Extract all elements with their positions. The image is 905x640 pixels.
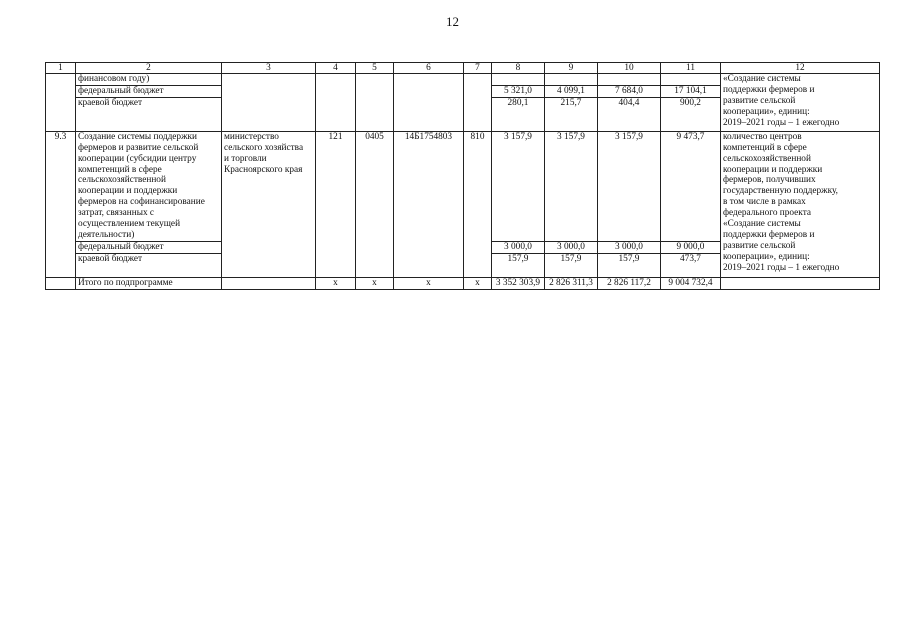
value-cell: 3 000,0 [545,241,598,253]
empty-cell [464,74,492,132]
empty-cell [222,277,316,289]
result-line: поддержки фермеров и [723,229,815,240]
column-header: 4 [316,63,356,74]
value-cell: 157,9 [545,253,598,277]
continued-number-cell [46,74,76,132]
rzpr-code: 0405 [356,131,394,277]
total-value: 3 352 303,9 [492,277,545,289]
item-number: 9.3 [46,131,76,277]
result-line: развитие сельской [723,240,796,251]
value-cell: 215,7 [545,97,598,131]
name-line: кооперации (субсидии центру [78,153,197,164]
result-line: поддержки фермеров и [723,84,815,95]
csr-code: 14Б1754803 [394,131,464,277]
column-header: 1 [46,63,76,74]
value-cell: 9 473,7 [661,131,721,241]
item-name [76,131,222,241]
empty-cell [598,74,661,86]
column-header: 9 [545,63,598,74]
result-line: государственную поддержку, [723,186,838,197]
continued-executor-cell [222,74,316,132]
value-cell: 473,7 [661,253,721,277]
result-line: федерального проекта [723,208,812,219]
value-cell: 157,9 [598,253,661,277]
result-line: кооперации и поддержки [723,164,823,175]
empty-cell [316,74,356,132]
total-value: 2 826 117,2 [598,277,661,289]
empty-cell [545,74,598,86]
name-line: деятельности) [78,229,135,240]
continued-name-row [46,74,880,86]
page-number: 12 [446,14,459,29]
result-line: фермеров, получивших [723,175,816,186]
column-numbers-row [46,63,880,74]
budget-label: краевой бюджет [76,97,222,131]
executor-line: сельского хозяйства [224,142,304,153]
result-line: компетенций в сфере [723,142,807,153]
result-line: «Создание системы [723,74,801,84]
continued-name-tail: финансовом году) [76,74,222,86]
name-line: компетенций в сфере [78,164,162,175]
column-header: 11 [661,63,721,74]
result-line: кооперации», единиц: [723,251,810,262]
empty-cell [356,74,394,132]
item-main-row [46,131,880,241]
value-cell: 3 157,9 [492,131,545,241]
result-line: 2019–2021 годы – 1 ежегодно [723,117,840,128]
total-x: x [356,277,394,289]
empty-cell [46,277,76,289]
result-line: развитие сельской [723,95,796,106]
name-line: фермеров и развитие сельской [78,142,199,153]
column-header: 10 [598,63,661,74]
value-cell: 900,2 [661,97,721,131]
empty-cell [492,74,545,86]
column-header: 8 [492,63,545,74]
grbs-code: 121 [316,131,356,277]
total-x: x [464,277,492,289]
column-header: 12 [721,63,880,74]
value-cell: 157,9 [492,253,545,277]
item-executor [222,131,316,277]
column-header: 3 [222,63,316,74]
value-cell: 9 000,0 [661,241,721,253]
continued-result-cell [721,74,880,132]
budget-label: федеральный бюджет [76,85,222,97]
value-cell: 7 684,0 [598,85,661,97]
name-line: кооперации и поддержки [78,186,178,197]
value-cell: 3 157,9 [545,131,598,241]
column-header: 6 [394,63,464,74]
result-line: 2019–2021 годы – 1 ежегодно [723,262,840,273]
name-line: затрат, связанных с [78,208,155,219]
budget-table [45,62,880,290]
total-label: Итого по подпрограмме [76,277,222,289]
result-line: сельскохозяйственной [723,153,811,164]
executor-line: и торговли [224,153,267,164]
name-line: Создание системы поддержки [78,131,197,142]
total-value: 2 826 311,3 [545,277,598,289]
column-header: 2 [76,63,222,74]
executor-line: министерство [224,131,279,142]
budget-label: краевой бюджет [76,253,222,277]
total-x: x [316,277,356,289]
total-row [46,277,880,289]
vr-code: 810 [464,131,492,277]
value-cell: 5 321,0 [492,85,545,97]
name-line: сельскохозяйственной [78,175,166,186]
value-cell: 3 000,0 [598,241,661,253]
value-cell: 404,4 [598,97,661,131]
result-line: кооперации», единиц: [723,106,810,117]
result-line: «Создание системы [723,219,801,230]
result-line: в том числе в рамках [723,197,806,208]
budget-label: федеральный бюджет [76,241,222,253]
value-cell: 3 000,0 [492,241,545,253]
name-line: осуществлением текущей [78,219,181,230]
value-cell: 4 099,1 [545,85,598,97]
column-header: 7 [464,63,492,74]
value-cell: 17 104,1 [661,85,721,97]
item-result [721,131,880,277]
executor-line: Красноярского края [224,164,303,175]
empty-cell [661,74,721,86]
value-cell: 3 157,9 [598,131,661,241]
total-x: x [394,277,464,289]
column-header: 5 [356,63,394,74]
empty-cell [721,277,880,289]
name-line: фермеров на софинансирование [78,197,205,208]
result-line: количество центров [723,131,802,142]
value-cell: 280,1 [492,97,545,131]
empty-cell [394,74,464,132]
total-value: 9 004 732,4 [661,277,721,289]
